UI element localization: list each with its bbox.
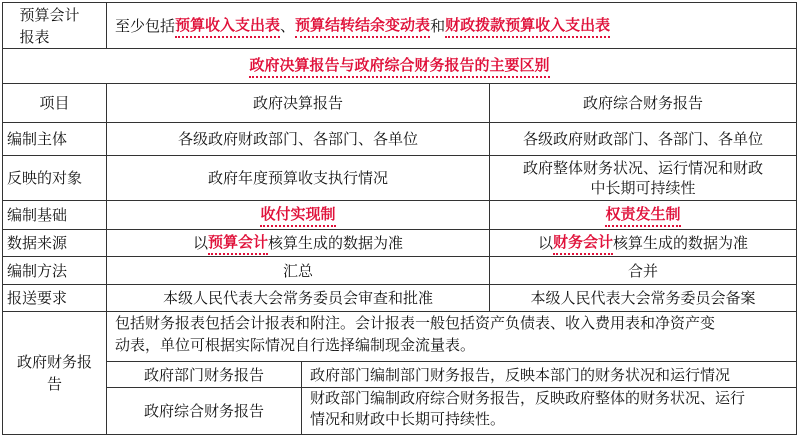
- comparison-table: [2, 2, 797, 435]
- budget-report-sep: 、: [280, 16, 296, 35]
- row-source-final: [107, 230, 490, 257]
- dept-report-text: [302, 362, 797, 388]
- row-label-method: [2, 257, 107, 285]
- gov-financial-report-label-line2: 告: [46, 375, 62, 393]
- row-subject-comp: [490, 123, 797, 156]
- row-source-final-prefix: 以: [192, 234, 208, 252]
- row-method-comp-text: 合并: [627, 261, 658, 280]
- row-submit-final: [107, 285, 490, 312]
- dept-report-label: [107, 362, 302, 388]
- comp-report-text-line1: 财政部门编制政府综合财务报告，反映政府整体的财务状况、运行: [310, 389, 746, 407]
- row-label-submit: [2, 285, 107, 312]
- budget-report-item-3: 财政拨款预算收入支出表: [445, 14, 610, 38]
- row-basis-final-text: 收付实现制: [260, 203, 335, 227]
- row-object-comp-line2: 中长期可持续性: [590, 179, 696, 197]
- header-final-report-text: 政府决算报告: [252, 94, 343, 112]
- gov-financial-report-desc-line1: 包括财务报表包括会计报表和附注。会计报表一般包括资产负债表、收入费用表和净资产变: [115, 314, 716, 332]
- header-item-text: 项目: [39, 94, 70, 112]
- row-method-comp: [490, 257, 797, 285]
- row-basis-comp-text: 权责发生制: [605, 203, 680, 227]
- row-method-final: [107, 257, 490, 285]
- row-label-object-text: 反映的对象: [7, 169, 83, 187]
- dept-report-text-content: 政府部门编制部门财务报告，反映本部门的财务状况和运行情况: [310, 365, 731, 384]
- row-source-comp: [490, 230, 797, 257]
- budget-report-and: 和: [430, 16, 446, 35]
- row-label-basis: [2, 201, 107, 230]
- row-label-method-text: 编制方法: [7, 261, 68, 280]
- row-subject-final: [107, 123, 490, 156]
- row-object-comp: [490, 156, 797, 201]
- budget-report-label: 预算会计报表: [19, 5, 80, 46]
- header-comprehensive-report: [490, 84, 797, 123]
- comp-report-text: [302, 388, 797, 435]
- gov-financial-report-desc: [107, 312, 797, 362]
- row-label-source: [2, 230, 107, 257]
- row-label-subject-text: 编制主体: [7, 130, 68, 148]
- budget-report-prefix: 至少包括: [115, 16, 176, 35]
- gov-financial-report-label-line1: 政府财务报: [16, 353, 92, 371]
- row-object-comp-line1: 政府整体财务状况、运行情况和财政: [522, 159, 763, 177]
- section-heading-cell: [2, 49, 797, 84]
- gov-financial-report-desc-line2: 动表，单位可根据实际情况自行选择编制现金流量表。: [115, 336, 476, 354]
- row-source-final-suffix: 核算生成的数据为准: [268, 234, 404, 252]
- row-basis-final: [107, 201, 490, 230]
- row-subject-comp-text: 各级政府财政部门、各部门、各单位: [522, 130, 763, 148]
- row-object-final: [107, 156, 490, 201]
- gov-financial-report-label: [2, 312, 107, 435]
- row-source-comp-red: 财务会计: [553, 231, 613, 255]
- comp-report-label: [107, 388, 302, 435]
- row-source-final-red: 预算会计: [208, 231, 268, 255]
- row-basis-comp: [490, 201, 797, 230]
- budget-report-item-1: 预算收入支出表: [175, 14, 280, 38]
- row-source-comp-suffix: 核算生成的数据为准: [613, 234, 749, 252]
- budget-report-label-cell: [2, 2, 107, 49]
- row-source-comp-prefix: 以: [537, 234, 553, 252]
- header-comprehensive-report-text: 政府综合财务报告: [582, 94, 703, 112]
- budget-report-item-2: 预算结转结余变动表: [295, 14, 430, 38]
- row-method-final-text: 汇总: [282, 261, 313, 280]
- header-item: [2, 84, 107, 123]
- row-label-source-text: 数据来源: [7, 234, 68, 252]
- row-label-submit-text: 报送要求: [7, 289, 68, 307]
- row-label-subject: [2, 123, 107, 156]
- row-label-object: [2, 156, 107, 201]
- row-object-final-text: 政府年度预算收支执行情况: [207, 169, 388, 187]
- section-heading: 政府决算报告与政府综合财务报告的主要区别: [249, 54, 549, 78]
- dept-report-label-text: 政府部门财务报告: [143, 365, 264, 384]
- row-subject-final-text: 各级政府财政部门、各部门、各单位: [177, 130, 418, 148]
- row-submit-comp-text: 本级人民代表大会常务委员会备案: [530, 289, 756, 307]
- comp-report-label-text: 政府综合财务报告: [143, 402, 264, 420]
- row-label-basis-text: 编制基础: [7, 206, 68, 224]
- budget-report-content: [107, 2, 797, 49]
- header-final-report: [107, 84, 490, 123]
- comp-report-text-line2: 情况和财政中长期可持续性。: [310, 410, 506, 428]
- row-submit-final-text: 本级人民代表大会常务委员会审查和批准: [162, 289, 433, 307]
- row-submit-comp: [490, 285, 797, 312]
